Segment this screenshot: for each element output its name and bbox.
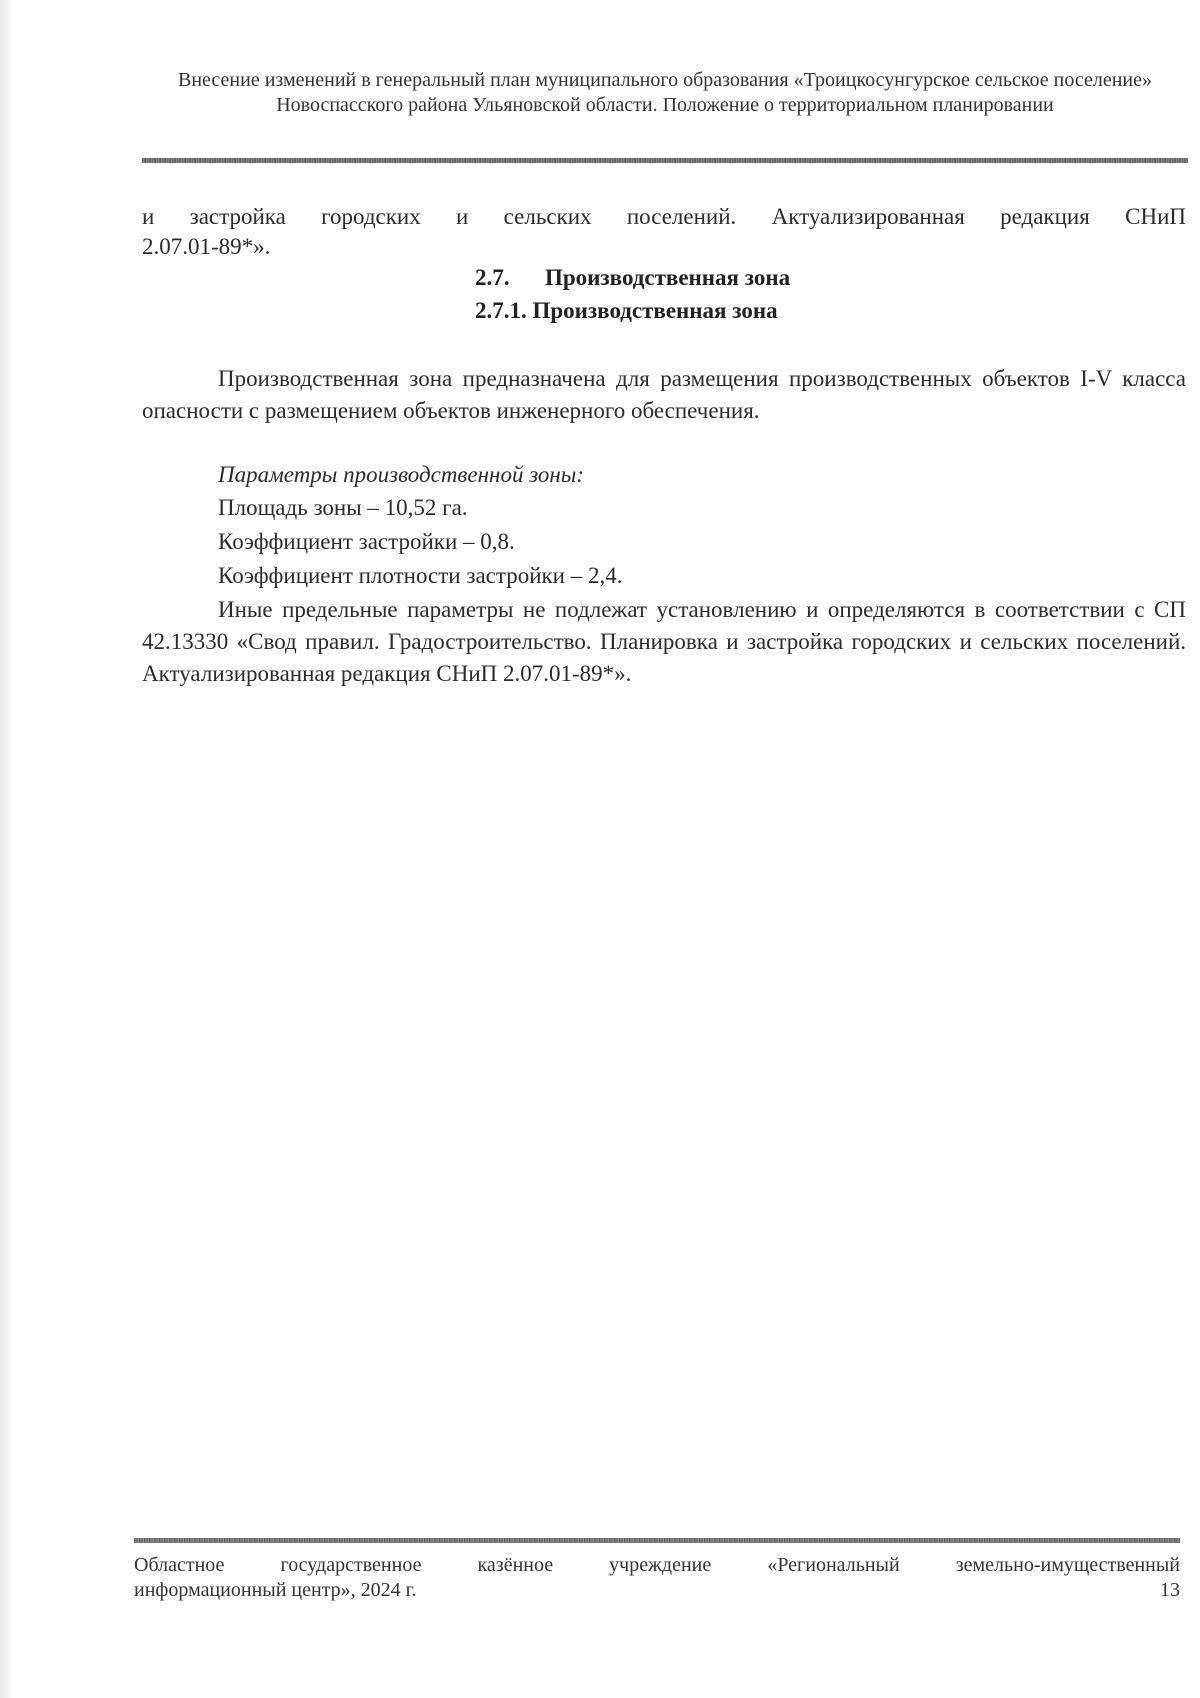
section-heading (475, 262, 790, 294)
section-title: Производственная зона (545, 265, 791, 290)
subsection-heading (475, 295, 778, 327)
other-params-paragraph: Иные предельные параметры не подлежат установлению и определяются в соответствии с СП 42.13330 «Свод правил. Градостроительство. Планировка и застройка городских и сельских поселений. Актуализированная редакция СНиП 2.07.01-89*». (142, 597, 1186, 686)
intro-paragraph: Производственная зона предназначена для размещения производственных объектов I-V класса опасности с размещением объектов инженерного обеспечения. (142, 366, 1186, 423)
param-build-coefficient: Коэффициент застройки – 0,8. (218, 529, 515, 554)
continuation-line-2: 2.07.01-89*». (142, 234, 271, 259)
header-divider (142, 158, 1188, 163)
continuation-line-1: и застройка городских и сельских поселений. Актуализированная редакция СНиП (142, 204, 1186, 229)
section-number: 2.7. (475, 265, 510, 290)
params-heading: Параметры производственной зоны: (218, 462, 585, 487)
subsection-number: 2.7.1. (475, 298, 527, 323)
footer-organization-year: информационный центр», 2024 г. (134, 1579, 417, 1601)
page-number: 13 (1160, 1579, 1180, 1601)
footer-organization-line: Областное государственное казённое учреждение «Региональный земельно-имущественный (134, 1554, 1180, 1576)
footer-second-line (134, 1578, 1180, 1603)
footer-divider (134, 1538, 1180, 1543)
scan-edge-shadow (0, 0, 14, 1698)
page-header: Внесение изменений в генеральный план муниципального образования «Троицкосунгурское сельское поселение» Новоспасского района Ульяновской области. Положение о территориальном планировании (178, 69, 1152, 116)
param-density-coefficient: Коэффициент плотности застройки – 2,4. (218, 563, 623, 588)
subsection-title: Производственная зона (532, 298, 778, 323)
page-footer (134, 1553, 1180, 1603)
param-area: Площадь зоны – 10,52 га. (218, 495, 468, 520)
